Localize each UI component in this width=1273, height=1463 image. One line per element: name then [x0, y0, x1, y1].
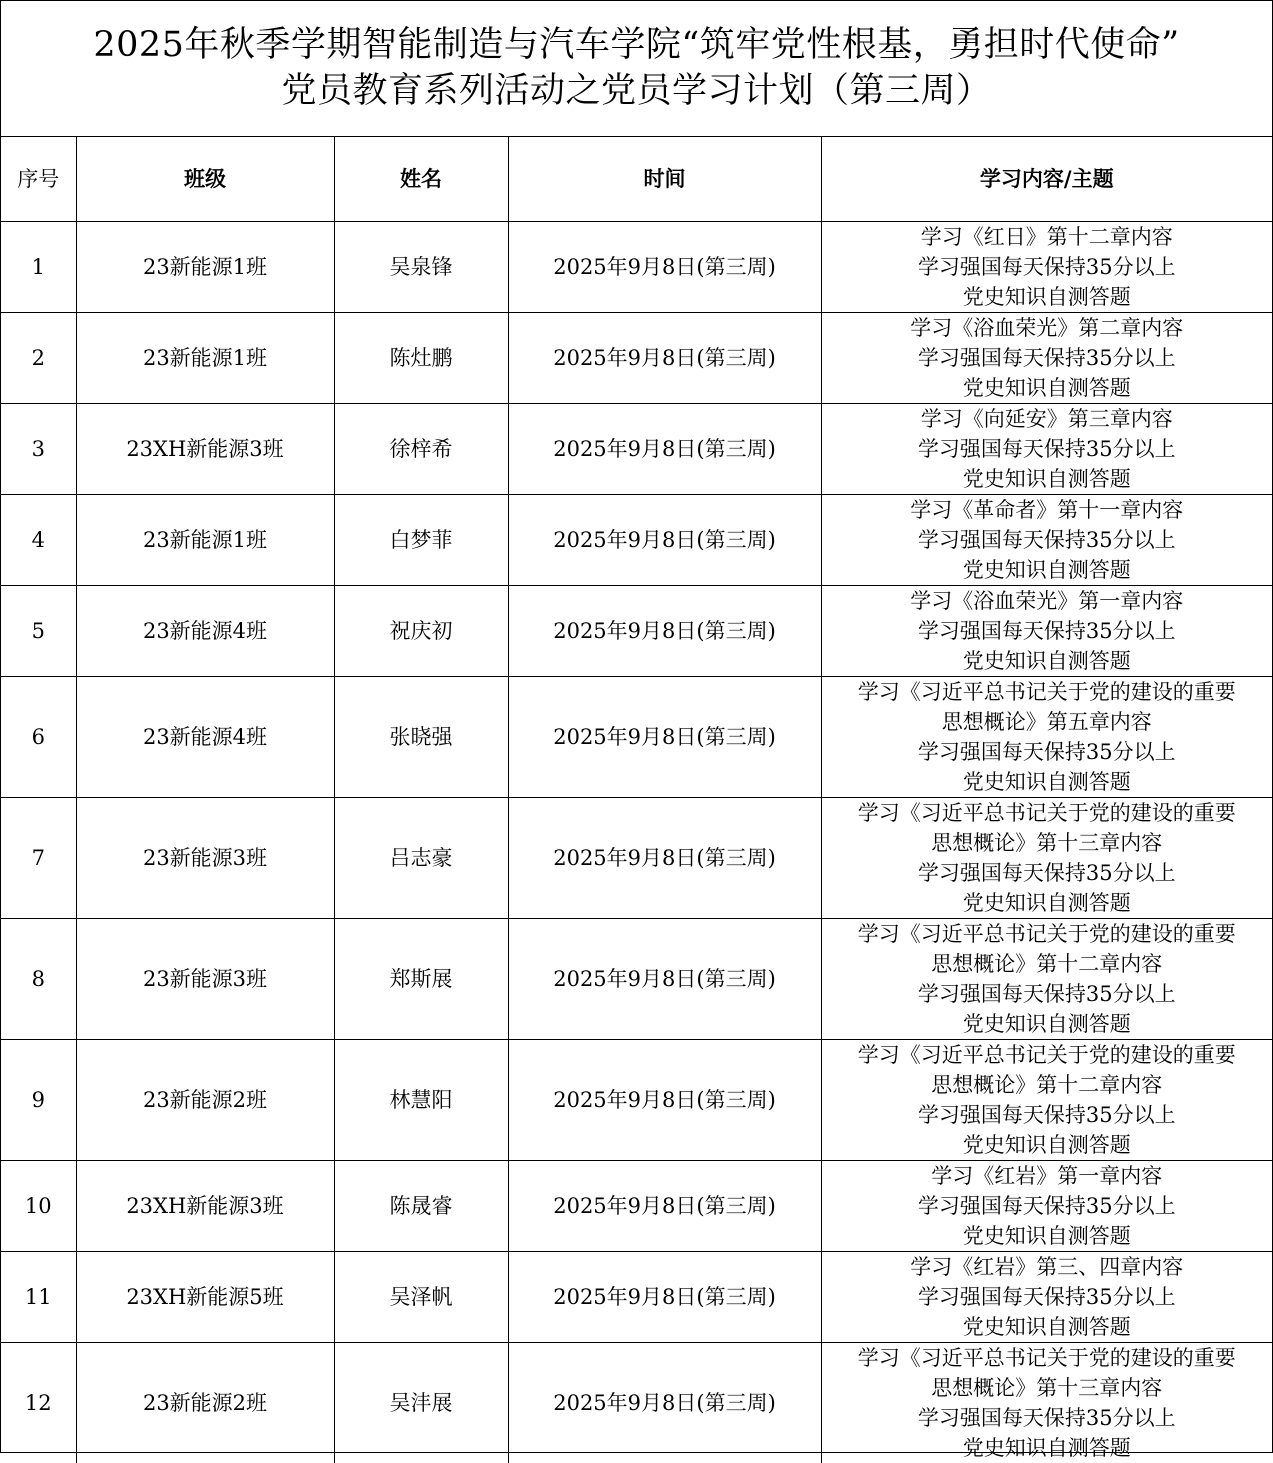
row-class-cell: 23新能源4班 [76, 677, 334, 798]
row-time-cell: 2025年9月8日(第三周) [508, 404, 821, 495]
row-time-cell: 2025年9月8日(第三周) [508, 919, 821, 1040]
content-line: 学习强国每天保持35分以上 [822, 525, 1273, 555]
row-content-cell [821, 586, 1272, 677]
row-time-cell: 2025年9月8日(第三周) [508, 1343, 821, 1463]
content-line: 思想概论》第十二章内容 [822, 949, 1273, 979]
row-name-cell: 陈灶鹏 [334, 313, 508, 404]
content-line: 党史知识自测答题 [822, 1312, 1273, 1342]
table-row [1, 1343, 1272, 1463]
content-line: 学习强国每天保持35分以上 [822, 979, 1273, 1009]
content-line: 学习《习近平总书记关于党的建设的重要 [822, 1343, 1273, 1373]
row-content-cell [821, 313, 1272, 404]
table-row [1, 798, 1272, 919]
header-content: 学习内容/主题 [821, 137, 1272, 222]
header-time: 时间 [508, 137, 821, 222]
row-index-cell: 10 [1, 1161, 76, 1252]
row-content-cell [821, 798, 1272, 919]
table-row [1, 677, 1272, 798]
row-index-cell: 4 [1, 495, 76, 586]
content-line: 学习强国每天保持35分以上 [822, 1191, 1273, 1221]
row-class-cell: 23新能源3班 [76, 798, 334, 919]
row-index-cell: 5 [1, 586, 76, 677]
row-name-cell: 林慧阳 [334, 1040, 508, 1161]
row-content-cell [821, 1040, 1272, 1161]
content-line: 学习《革命者》第十一章内容 [822, 495, 1273, 525]
row-name-cell: 郑斯展 [334, 919, 508, 1040]
content-line: 党史知识自测答题 [822, 767, 1273, 797]
row-name-cell: 徐梓希 [334, 404, 508, 495]
row-time-cell: 2025年9月8日(第三周) [508, 1252, 821, 1343]
table-row [1, 1040, 1272, 1161]
document-title [1, 1, 1272, 137]
row-class-cell: 23XH新能源3班 [76, 404, 334, 495]
row-index-cell: 8 [1, 919, 76, 1040]
table-row [1, 313, 1272, 404]
content-line: 党史知识自测答题 [822, 646, 1273, 676]
row-content-cell [821, 404, 1272, 495]
row-class-cell: 23新能源1班 [76, 495, 334, 586]
content-line: 学习《浴血荣光》第一章内容 [822, 586, 1273, 616]
row-index-cell: 12 [1, 1343, 76, 1463]
content-line: 党史知识自测答题 [822, 1433, 1273, 1463]
row-index-cell: 2 [1, 313, 76, 404]
content-line: 学习《习近平总书记关于党的建设的重要 [822, 1040, 1273, 1070]
content-line: 学习强国每天保持35分以上 [822, 616, 1273, 646]
table-row [1, 1161, 1272, 1252]
row-class-cell: 23新能源3班 [76, 919, 334, 1040]
header-class: 班级 [76, 137, 334, 222]
row-time-cell: 2025年9月8日(第三周) [508, 798, 821, 919]
row-index-cell: 1 [1, 222, 76, 313]
row-time-cell: 2025年9月8日(第三周) [508, 677, 821, 798]
row-name-cell: 张晓强 [334, 677, 508, 798]
row-class-cell: 23新能源4班 [76, 586, 334, 677]
row-time-cell: 2025年9月8日(第三周) [508, 586, 821, 677]
content-line: 党史知识自测答题 [822, 282, 1273, 312]
content-line: 学习《习近平总书记关于党的建设的重要 [822, 677, 1273, 707]
content-line: 思想概论》第十三章内容 [822, 1373, 1273, 1403]
row-name-cell: 祝庆初 [334, 586, 508, 677]
content-line: 党史知识自测答题 [822, 1221, 1273, 1251]
table-row [1, 586, 1272, 677]
content-line: 学习《红岩》第三、四章内容 [822, 1252, 1273, 1282]
content-line: 学习《红岩》第一章内容 [822, 1161, 1273, 1191]
content-line: 学习强国每天保持35分以上 [822, 252, 1273, 282]
content-line: 党史知识自测答题 [822, 373, 1273, 403]
row-class-cell: 23新能源1班 [76, 222, 334, 313]
title-line-1: 2025年秋季学期智能制造与汽车学院“筑牢党性根基，勇担时代使命” [1, 22, 1272, 68]
row-index-cell: 6 [1, 677, 76, 798]
content-line: 思想概论》第五章内容 [822, 707, 1273, 737]
content-line: 党史知识自测答题 [822, 1130, 1273, 1160]
row-index-cell: 11 [1, 1252, 76, 1343]
title-line-2: 党员教育系列活动之党员学习计划（第三周） [1, 68, 1272, 114]
header-index: 序号 [1, 137, 76, 222]
row-class-cell: 23新能源1班 [76, 313, 334, 404]
header-name: 姓名 [334, 137, 508, 222]
table-row [1, 222, 1272, 313]
study-plan-table [1, 137, 1272, 1463]
content-line: 思想概论》第十三章内容 [822, 828, 1273, 858]
table-row [1, 404, 1272, 495]
row-index-cell: 9 [1, 1040, 76, 1161]
content-line: 学习强国每天保持35分以上 [822, 1282, 1273, 1312]
content-line: 思想概论》第十二章内容 [822, 1070, 1273, 1100]
row-content-cell [821, 1252, 1272, 1343]
content-line: 党史知识自测答题 [822, 464, 1273, 494]
content-line: 学习强国每天保持35分以上 [822, 737, 1273, 767]
row-name-cell: 吴泉锋 [334, 222, 508, 313]
row-content-cell [821, 919, 1272, 1040]
row-name-cell: 白梦菲 [334, 495, 508, 586]
content-line: 学习强国每天保持35分以上 [822, 343, 1273, 373]
row-name-cell: 吴泽帆 [334, 1252, 508, 1343]
row-time-cell: 2025年9月8日(第三周) [508, 495, 821, 586]
row-class-cell: 23新能源2班 [76, 1343, 334, 1463]
table-row [1, 495, 1272, 586]
row-index-cell: 7 [1, 798, 76, 919]
table-header-row [1, 137, 1272, 222]
row-time-cell: 2025年9月8日(第三周) [508, 313, 821, 404]
row-time-cell: 2025年9月8日(第三周) [508, 222, 821, 313]
row-class-cell: 23XH新能源3班 [76, 1161, 334, 1252]
content-line: 党史知识自测答题 [822, 888, 1273, 918]
row-content-cell [821, 1161, 1272, 1252]
content-line: 党史知识自测答题 [822, 1009, 1273, 1039]
content-line: 学习强国每天保持35分以上 [822, 1403, 1273, 1433]
row-class-cell: 23新能源2班 [76, 1040, 334, 1161]
content-line: 学习《红日》第十二章内容 [822, 222, 1273, 252]
content-line: 学习《习近平总书记关于党的建设的重要 [822, 798, 1273, 828]
row-name-cell: 吕志豪 [334, 798, 508, 919]
content-line: 党史知识自测答题 [822, 555, 1273, 585]
content-line: 学习强国每天保持35分以上 [822, 434, 1273, 464]
row-time-cell: 2025年9月8日(第三周) [508, 1161, 821, 1252]
row-content-cell [821, 1343, 1272, 1463]
content-line: 学习《浴血荣光》第二章内容 [822, 313, 1273, 343]
row-index-cell: 3 [1, 404, 76, 495]
content-line: 学习《向延安》第三章内容 [822, 404, 1273, 434]
row-name-cell: 陈晟睿 [334, 1161, 508, 1252]
content-line: 学习强国每天保持35分以上 [822, 1100, 1273, 1130]
row-class-cell: 23XH新能源5班 [76, 1252, 334, 1343]
row-content-cell [821, 495, 1272, 586]
row-name-cell: 吴沣展 [334, 1343, 508, 1463]
content-line: 学习《习近平总书记关于党的建设的重要 [822, 919, 1273, 949]
row-content-cell [821, 222, 1272, 313]
row-time-cell: 2025年9月8日(第三周) [508, 1040, 821, 1161]
content-line: 学习强国每天保持35分以上 [822, 858, 1273, 888]
table-body [1, 222, 1272, 1463]
table-row [1, 1252, 1272, 1343]
row-content-cell [821, 677, 1272, 798]
table-row [1, 919, 1272, 1040]
